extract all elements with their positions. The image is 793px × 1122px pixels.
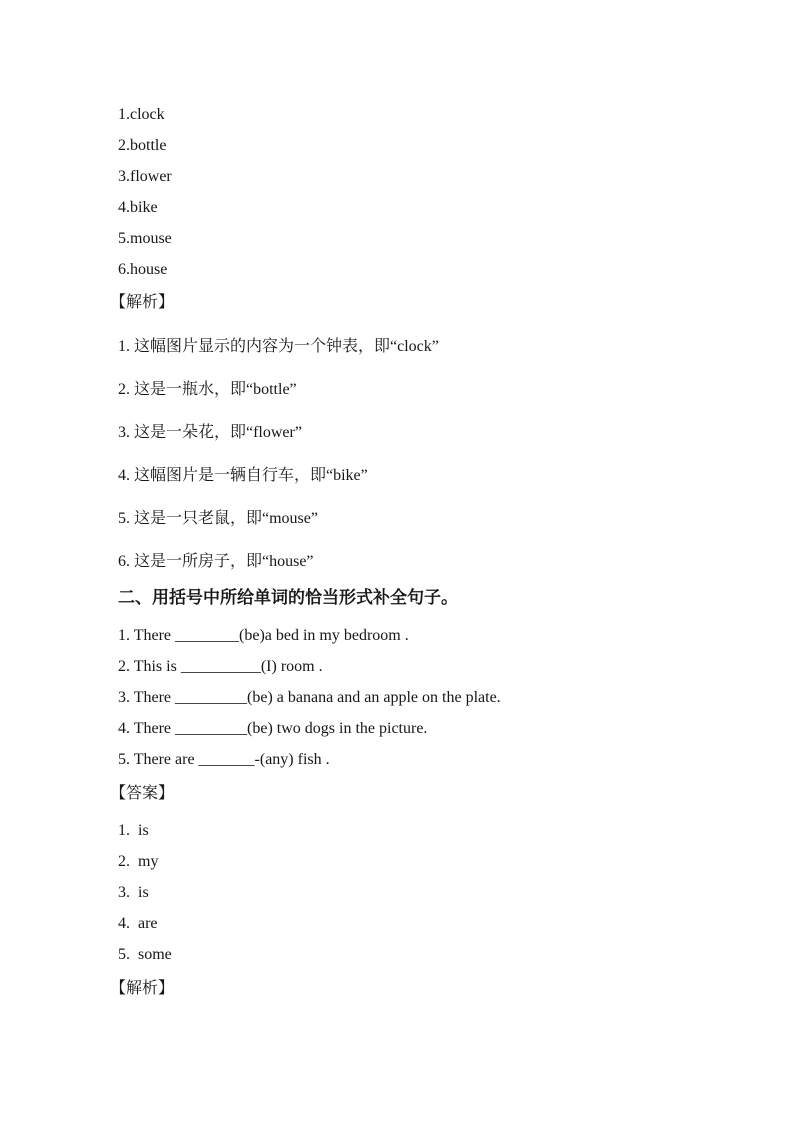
answer-item-4: 4. are — [118, 915, 158, 932]
exercise-item-3: 3. There _________(be) a banana and an apple on the plate. — [118, 689, 501, 706]
exercise-item-1: 1. There ________(be)a bed in my bedroom . — [118, 627, 409, 644]
word-list-item-6: 6.house — [118, 261, 168, 278]
answer-item-1: 1. is — [118, 822, 149, 839]
answer-item-3: 3. is — [118, 884, 149, 901]
analysis-item-5: 5. 这是一只老鼠，即“mouse” — [118, 510, 318, 527]
answer-item-2: 2. my — [118, 853, 159, 870]
analysis-item-3: 3. 这是一朵花，即“flower” — [118, 424, 302, 441]
exercise-item-2: 2. This is __________(I) room . — [118, 658, 323, 675]
word-list-item-2: 2.bottle — [118, 137, 167, 154]
answers-heading: 【答案】 — [110, 785, 175, 802]
exercise-item-4: 4. There _________(be) two dogs in the picture. — [118, 720, 428, 737]
word-list-item-3: 3.flower — [118, 168, 172, 185]
analysis-heading-2: 【解析】 — [110, 980, 175, 997]
word-list-item-1: 1.clock — [118, 106, 165, 123]
word-list-item-4: 4.bike — [118, 199, 158, 216]
analysis-item-6: 6. 这是一所房子，即“house” — [118, 553, 314, 570]
word-list-item-5: 5.mouse — [118, 230, 172, 247]
analysis-item-2: 2. 这是一瓶水，即“bottle” — [118, 381, 297, 398]
analysis-heading-1: 【解析】 — [110, 294, 175, 311]
section-two-heading: 二、用括号中所给单词的恰当形式补全句子。 — [118, 588, 458, 607]
answer-item-5: 5. some — [118, 946, 172, 963]
exercise-item-5: 5. There are _______-(any) fish . — [118, 751, 330, 768]
analysis-item-1: 1. 这幅图片显示的内容为一个钟表，即“clock” — [118, 338, 439, 355]
analysis-item-4: 4. 这幅图片是一辆自行车，即“bike” — [118, 467, 368, 484]
